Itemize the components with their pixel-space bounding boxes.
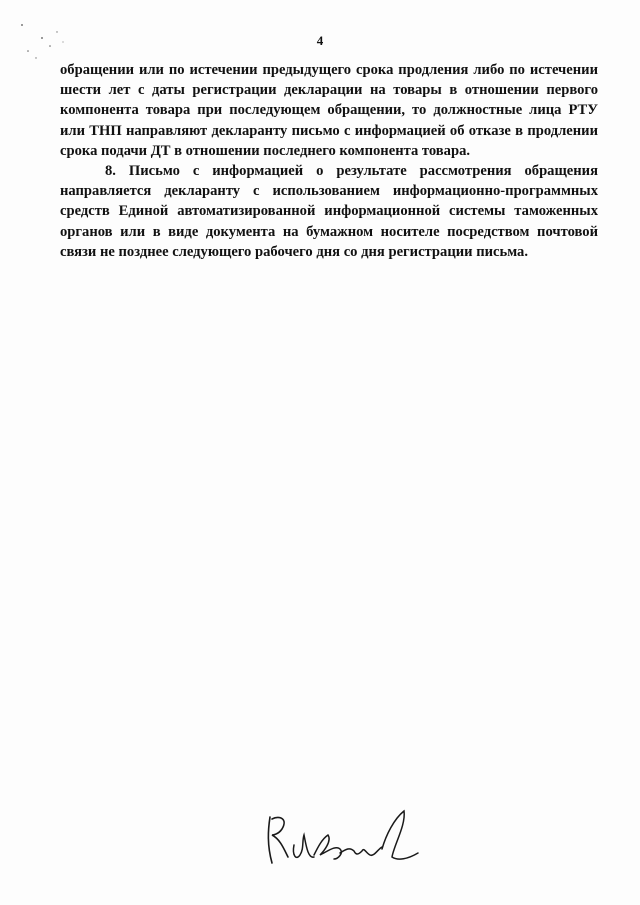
paragraph-continuation: обращении или по истечении предыдущего срока продления либо по истечении шести лет с даты регистрации декларации на товары в отношении первого компонента товара при последующем обращении, то должностные лица РТУ или ТНП направляют декларанту письмо с информацией об отказе в продлении срока подачи ДТ в отношении последнего компонента товара. [60,62,598,159]
paragraph-item-8: 8. Письмо с информацией о результате рассмотрения обращения направляется декларанту с использованием информационно-программных средств Единой автоматизированной информационной системы таможенных органов или в виде документа на бумажном носителе посредством почтовой связи не позднее следующего рабочего дня со дня регистрации письма. [60,163,598,260]
document-body [60,60,598,262]
handwritten-signature-icon [258,805,428,875]
page-number: 4 [316,33,324,48]
